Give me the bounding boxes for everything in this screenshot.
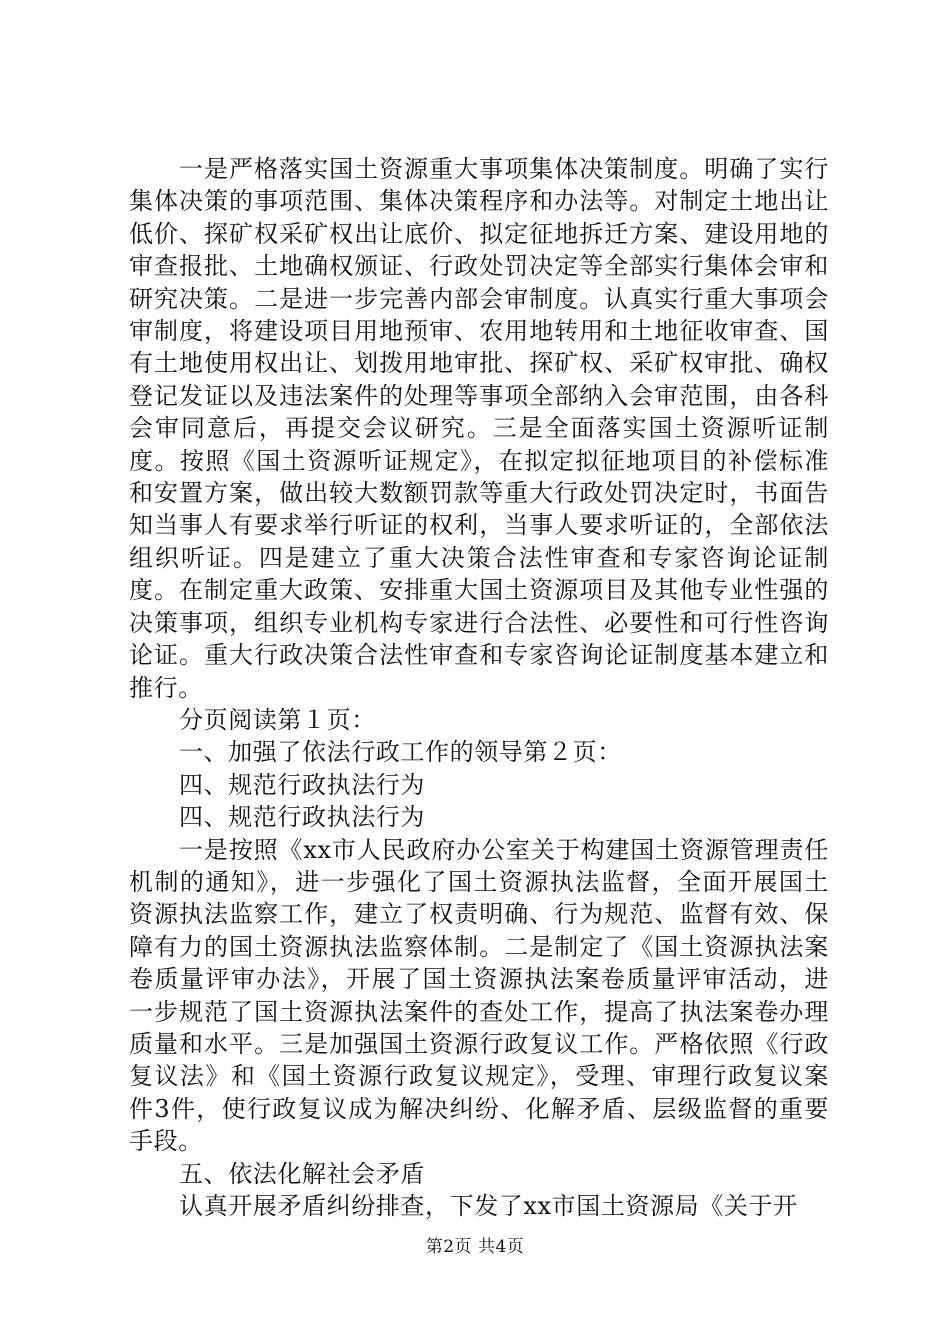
page-number-footer: 第2页 共4页 [425,1237,525,1257]
document-body [129,153,829,1222]
paragraph-conflict-investigation: 认真开展矛盾纠纷排查，下发了xx市国土资源局《关于开 [179,1192,798,1220]
heading-regulate-enforcement: 四、规范行政执法行为 [179,770,425,799]
paragraph-collective-decision: 一是严格落实国土资源重大事项集体决策制度。明确了实行集体决策的事项范围、集体决策程序和办法等。对制定土地出让低价、探矿权采矿权出让底价、拟定征地拆迁方案、建设用地的审查报批、土地确权颁证、行政处罚决定等全部实行集体会审和研究决策。二是进一步完善内部会审制度。认真实行重大事项会审制度，将建设项目用地预审、农用地转用和土地征收审查、国有土地使用权出让、划拨用地审批、探矿权、采矿权审批、确权登记发证以及违法案件的处理等事项全部纳入会审范围，由各科会审同意后，再提交会议研究。三是全面落实国土资源听证制度。按照《国土资源听证规定》，在拟定拟征地项目的补偿标准和安置方案，做出较大数额罚款等重大行政处罚决定时，书面告知当事人有要求举行听证的权利，当事人要求听证的，全部依法组织听证。四是建立了重大决策合法性审查和专家咨询论证制度。在制定重大政策、安排重大国土资源项目及其他专业性强的决策事项，组织专业机构专家进行合法性、必要性和可行性咨询论证。重大行政决策合法性审查和专家咨询论证制度基本建立和推行。 [129,155,829,702]
heading-regulate-enforcement-repeat: 四、规范行政执法行为 [179,803,425,832]
paragraph-page-reading-1: 分页阅读第１页： [179,705,376,734]
paragraph-enforcement-supervision: 一是按照《xx市人民政府办公室关于构建国土资源管理责任机制的通知》，进一步强化了国土资源执法监督，全面开展国土资源执法监察工作，建立了权责明确、行为规范、监督有效、保障有力的国土资源执法监察体制。二是制定了《国土资源执法案卷质量评审办法》，开展了国土资源执法案卷质量评审活动，进一步规范了国土资源执法案件的查处工作，提高了执法案卷办理质量和水平。三是加强国土资源行政复议工作。严格依照《行政复议法》和《国土资源行政复议规定》，受理、审理行政复议案件3件，使行政复议成为解决纠纷、化解矛盾、层级监督的重要手段。 [129,835,829,1156]
heading-resolve-conflicts: 五、依法化解社会矛盾 [179,1159,425,1188]
paragraph-page-reading-2: 一、加强了依法行政工作的领导第２页： [179,738,622,767]
